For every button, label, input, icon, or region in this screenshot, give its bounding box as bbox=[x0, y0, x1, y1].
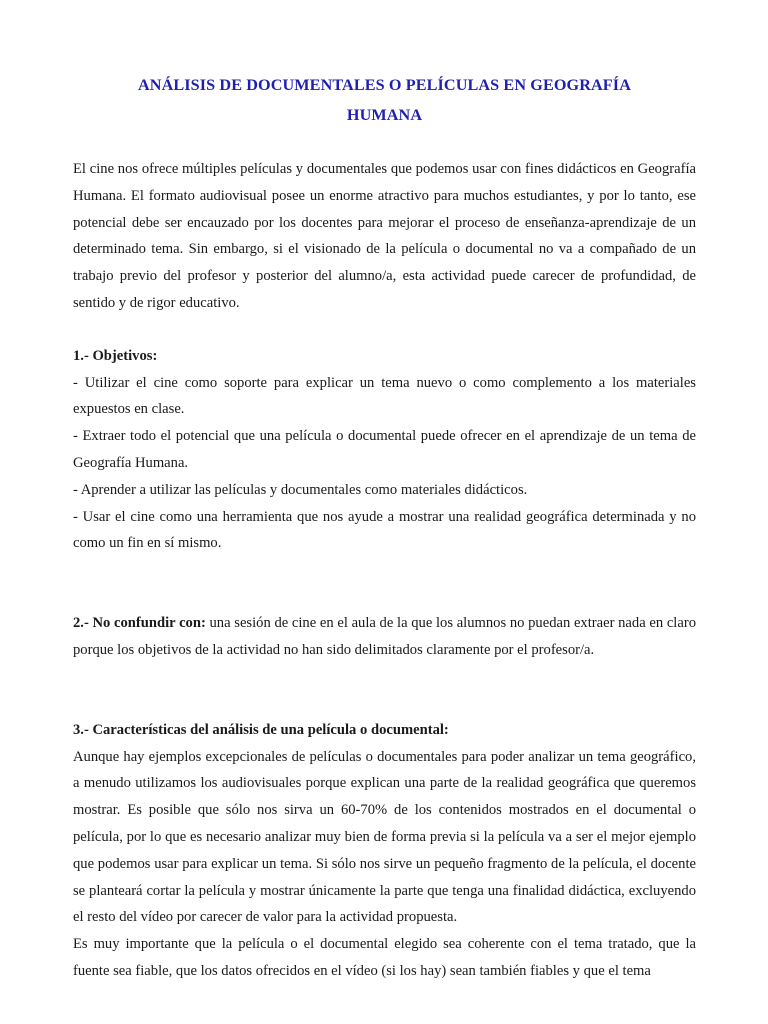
spacer bbox=[73, 664, 696, 717]
objective-item: - Extraer todo el potencial que una película o documental puede ofrecer en el aprendizaje de un tema de Geografía Humana. bbox=[73, 428, 696, 471]
objective-item: - Usar el cine como una herramienta que nos ayude a mostrar una realidad geográfica determinada y no como un fin en sí mismo. bbox=[73, 508, 696, 552]
objective-item: - Aprender a utilizar las películas y documentales como materiales didácticos. bbox=[73, 481, 528, 498]
title-line-2: HUMANA bbox=[346, 106, 423, 124]
section-2-text: una sesión de cine en el aula de la que los alumnos no puedan extraer nada en claro porque los objetivos de la actividad no han sido delimitados claramente por el profesor/a. bbox=[73, 615, 696, 658]
section-3-paragraph: Aunque hay ejemplos excepcionales de películas o documentales para poder analizar un tema geográfico, a menudo utilizamos los audiovisuales porque explican una parte de la realidad geográfica que queremos mostrar. Es posible que sólo nos sirva un 60-70% de los contenidos mostrados en el documental o película, por lo que es necesario analizar muy bien de forma previa si la película va a ser el mejor ejemplo que podemos usar para explicar un tema. Si sólo nos sirve un pequeño fragmento de la película, el docente se planteará cortar la película y mostrar únicamente la parte que tenga una finalidad didáctica, excluyendo el resto del vídeo por carecer de valor para la actividad propuesta. bbox=[73, 748, 696, 926]
document-title bbox=[73, 70, 696, 130]
objective-item: - Utilizar el cine como soporte para explicar un tema nuevo o como complemento a los materiales expuestos en clase. bbox=[73, 374, 696, 418]
section-2-paragraph bbox=[73, 610, 696, 664]
intro-paragraph: El cine nos ofrece múltiples películas y documentales que podemos usar con fines didácticos en Geografía Humana. El formato audiovisual posee un enorme atractivo para muchos estudiantes, y por lo tanto, ese potencial debe ser encauzado por los docentes para mejorar el proceso de enseñanza-aprendizaje de un determinado tema. Sin embargo, si el visionado de la película o documental no va a compañado de un trabajo previo del profesor y posterior del alumno/a, esta actividad puede carecer de profundidad, de sentido y de rigor educativo. bbox=[73, 161, 696, 311]
spacer bbox=[73, 557, 696, 610]
title-line-1: ANÁLISIS DE DOCUMENTALES O PELÍCULAS EN GEOGRAFÍA bbox=[137, 76, 631, 94]
section-2-heading: 2.- No confundir con: bbox=[73, 615, 206, 632]
section-3-paragraph: Es muy importante que la película o el documental elegido sea coherente con el tema tratado, que la fuente sea fiable, que los datos ofrecidos en el vídeo (si los hay) sean también fiables y que el tema bbox=[73, 936, 696, 979]
section-3-heading: 3.- Características del análisis de una película o documental: bbox=[73, 721, 449, 738]
spacer bbox=[73, 317, 696, 343]
section-1-heading: 1.- Objetivos: bbox=[73, 347, 158, 364]
